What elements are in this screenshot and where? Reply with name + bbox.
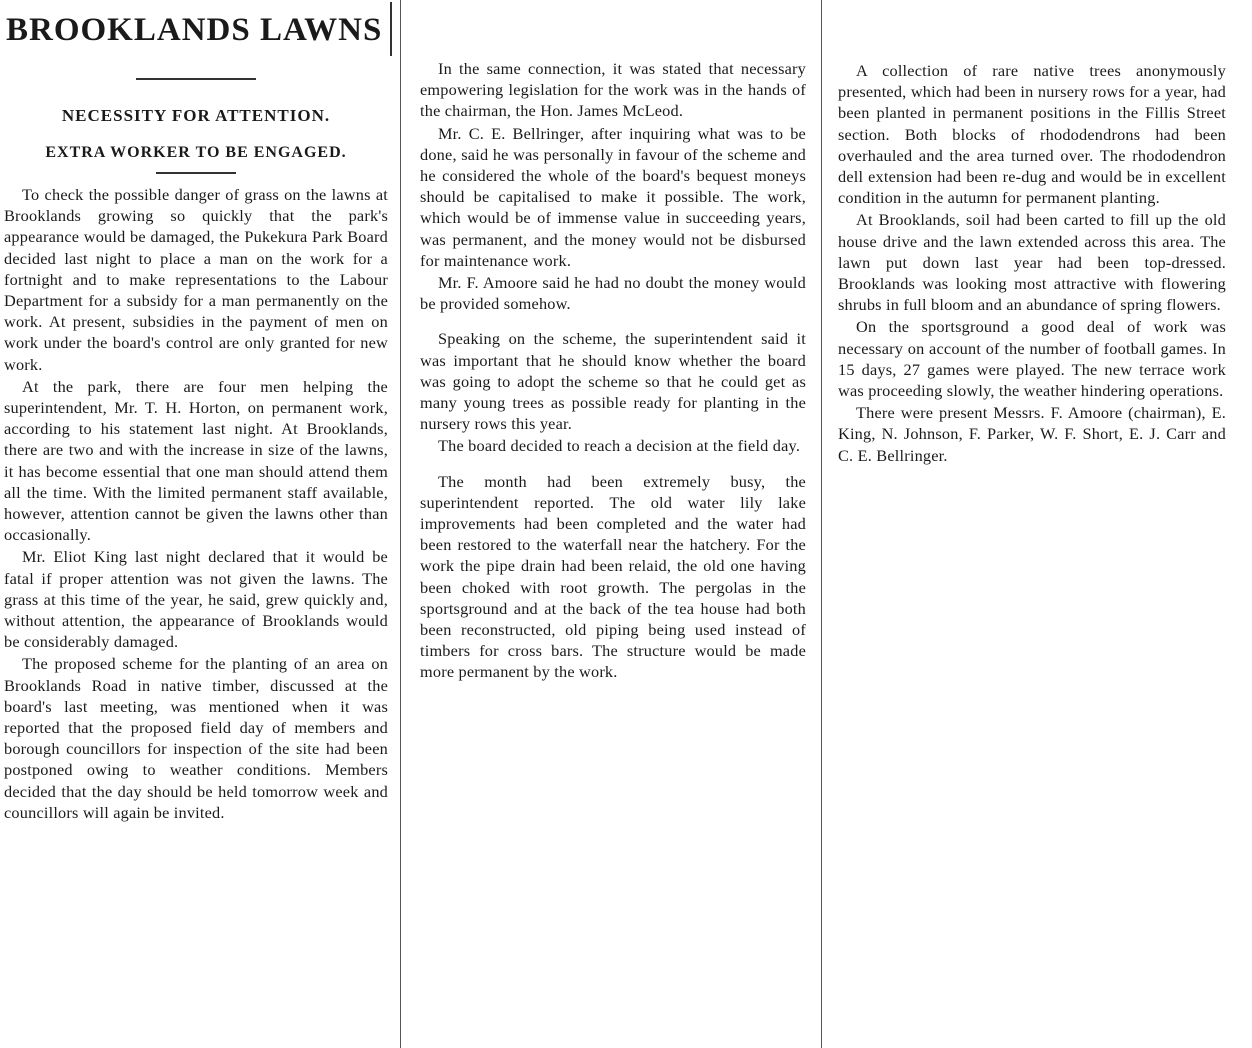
paragraph: To check the possible danger of grass on the lawns at Brooklands growing so quickly that the park's appearance would be damaged, the Pukekura Park Board decided last night to place a man on the work for a fortnight and to make representations to the Labour Department for a subsidy for a man permanently on the work. At present, subsidies in the payment of men on work under the board's control are only granted for new work. xyxy=(4,185,388,374)
headline-separator xyxy=(136,78,256,80)
column-2-body xyxy=(420,58,806,683)
headline xyxy=(6,10,388,56)
paragraph: On the sportsground a good deal of work was necessary on account of the number of football games. In 15 days, 27 games were played. The new terrace work was proceeding slowly, the weather hindering operations. xyxy=(838,317,1226,401)
paragraph: There were present Messrs. F. Amoore (chairman), E. King, N. Johnson, F. Parker, W. F. Short, E. J. Carr and C. E. Bellringer. xyxy=(838,403,1226,465)
column-rule xyxy=(821,0,822,1048)
paragraph: The board decided to reach a decision at the field day. xyxy=(438,436,801,456)
paragraph: Mr. C. E. Bellringer, after inquiring what was to be done, said he was personally in favour of the scheme and he considered the whole of the board's bequest moneys should be capitalised to make it possible. The work, which would be of immense value in succeeding years, was permanent, and the money would not be disbursed for maintenance work. xyxy=(420,123,806,270)
column-1-body xyxy=(4,184,388,823)
paragraph: At the park, there are four men helping the superintendent, Mr. T. H. Horton, on permanent work, according to his statement last night. At Brooklands, there are two and with the increase in size of the lawns, it has become essential that one man should attend them all the time. With the limited permanent staff available, however, attention cannot be given the lawns other than occasionally. xyxy=(4,376,388,545)
column-1 xyxy=(0,0,392,1048)
subheading-1: NECESSITY FOR ATTENTION. xyxy=(61,106,331,125)
subheading-2: EXTRA WORKER TO BE ENGAGED. xyxy=(45,144,347,161)
column-3 xyxy=(832,0,1230,1048)
column-3-body xyxy=(838,60,1226,466)
paragraph: The proposed scheme for the planting of an area on Brooklands Road in native timber, discussed at the board's last meeting, was mentioned when it was reported that the proposed field day of members and borough councillors for inspection of the site had been postponed owing to weather conditions. Members decided that the day should be held tomorrow week and councillors will again be invited. xyxy=(4,654,388,822)
paragraph: The month had been extremely busy, the superintendent reported. The old water lily lake improvements had been completed and the water had been restored to the waterfall near the hatchery. For the work the pipe drain had been relaid, the old one having been choked with root growth. The pergolas in the sportsground and at the back of the tea house had both been reconstructed, old piping being used instead of timbers for cross bars. The structure would be made more permanent by the work. xyxy=(420,471,806,682)
paragraph: A collection of rare native trees anonymously presented, which had been in nursery rows for a year, had been planted in permanent positions in the Fillis Street section. Both blocks of rhododendrons had been overhauled and the area turned over. The rhododendron dell extension had been re-dug and would be in excellent condition in the autumn for permanent planting. xyxy=(838,61,1226,208)
paragraph: At Brooklands, soil had been carted to fill up the old house drive and the lawn extended across this area. The lawn put down last year had been top-dressed. Brooklands was looking most attractive with flowering shrubs in full bloom and an abundance of spring flowers. xyxy=(838,210,1226,315)
headline-text: BROOKLANDS LAWNS xyxy=(6,12,383,48)
paragraph: In the same connection, it was stated that necessary empowering legislation for the work was in the hands of the chairman, the Hon. James McLeod. xyxy=(420,59,806,121)
column-2 xyxy=(412,0,812,1048)
paragraph: Speaking on the scheme, the superintendent said it was important that he should know whether the board was going to adopt the scheme so that he could get as many young trees as possible ready for planting in the nursery rows this year. xyxy=(420,329,806,434)
paragraph: Mr. Eliot King last night declared that it would be fatal if proper attention was not given the lawns. The grass at this time of the year, he said, grew quickly and, without attention, the appearance of Brooklands would be considerably damaged. xyxy=(4,547,388,652)
subheading-separator xyxy=(156,172,236,174)
headline-rule xyxy=(390,2,392,56)
paragraph: Mr. F. Amoore said he had no doubt the money would be provided somehow. xyxy=(420,273,806,314)
column-rule xyxy=(400,0,401,1048)
